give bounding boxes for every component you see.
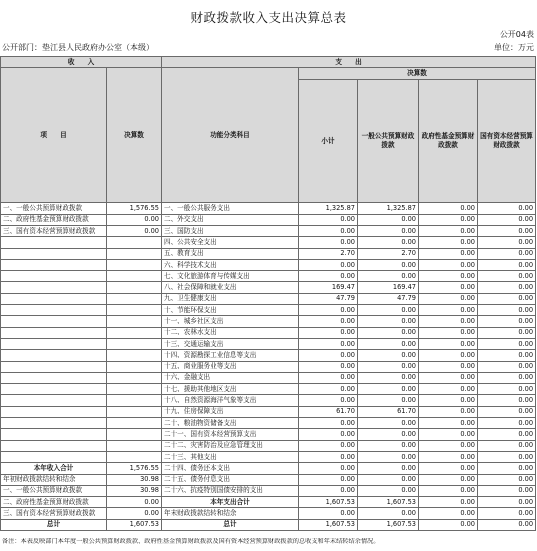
expense-item-cell: 十六、金融支出 [162, 372, 299, 383]
table-row [1, 259, 536, 270]
subtotal-cell: 169.47 [299, 282, 358, 293]
expense-header: 支 出 [162, 57, 536, 68]
income-amount-cell [107, 316, 162, 327]
gov-fund-cell: 0.00 [419, 282, 478, 293]
general-budget-cell: 0.00 [358, 350, 419, 361]
general-budget-cell: 0.00 [358, 316, 419, 327]
gov-fund-cell: 0.00 [419, 418, 478, 429]
subtotal-cell: 0.00 [299, 384, 358, 395]
income-amount-cell [107, 338, 162, 349]
income-amount-cell [107, 259, 162, 270]
income-amount-cell [107, 293, 162, 304]
income-amount-cell: 0.00 [107, 214, 162, 225]
expense-item-cell: 九、卫生健康支出 [162, 293, 299, 304]
subtotal-header: 小计 [299, 79, 358, 203]
subtotal-cell: 1,325.87 [299, 203, 358, 214]
table-row [1, 293, 536, 304]
general-budget-cell: 0.00 [358, 440, 419, 451]
table-row [1, 361, 536, 372]
table-row [1, 372, 536, 383]
income-amount-cell [107, 327, 162, 338]
subtotal-cell: 0.00 [299, 259, 358, 270]
expense-item-cell: 四、公共安全支出 [162, 237, 299, 248]
expense-item-cell: 二、外交支出 [162, 214, 299, 225]
general-budget-cell: 0.00 [358, 271, 419, 282]
income-amount-header: 决算数 [107, 68, 162, 203]
income-item-cell [1, 293, 107, 304]
table-row [1, 214, 536, 225]
expense-item-cell: 十七、援助其他地区支出 [162, 384, 299, 395]
gov-fund-cell: 0.00 [419, 259, 478, 270]
gov-fund-cell: 0.00 [419, 395, 478, 406]
gov-fund-cell: 0.00 [419, 406, 478, 417]
income-item-cell [1, 384, 107, 395]
income-amount-cell: 0.00 [107, 225, 162, 236]
income-amount-cell [107, 418, 162, 429]
subtotal-cell: 0.00 [299, 327, 358, 338]
income-amount-cell: 0.00 [107, 508, 162, 519]
state-capital-cell: 0.00 [478, 316, 536, 327]
expense-item-cell: 二十二、灾害防治及应急管理支出 [162, 440, 299, 451]
table-row [1, 338, 536, 349]
state-capital-cell: 0.00 [478, 282, 536, 293]
income-item-cell: 三、国有资本经营预算财政拨款 [1, 508, 107, 519]
income-amount-cell [107, 440, 162, 451]
gov-fund-cell: 0.00 [419, 384, 478, 395]
gov-fund-cell: 0.00 [419, 429, 478, 440]
income-amount-cell: 1,607.53 [107, 519, 162, 530]
income-item-cell [1, 418, 107, 429]
gov-fund-cell: 0.00 [419, 293, 478, 304]
income-item-cell [1, 259, 107, 270]
table-row [1, 203, 536, 214]
income-item-cell [1, 237, 107, 248]
state-capital-cell: 0.00 [478, 372, 536, 383]
income-amount-cell [107, 395, 162, 406]
state-capital-cell: 0.00 [478, 395, 536, 406]
table-row [1, 497, 536, 508]
general-budget-cell: 0.00 [358, 463, 419, 474]
state-capital-cell: 0.00 [478, 338, 536, 349]
expense-item-cell: 五、教育支出 [162, 248, 299, 259]
table-row [1, 271, 536, 282]
state-capital-cell: 0.00 [478, 271, 536, 282]
state-capital-cell: 0.00 [478, 519, 536, 530]
subtotal-cell: 0.00 [299, 463, 358, 474]
income-amount-cell: 1,576.55 [107, 463, 162, 474]
gov-fund-header: 政府性基金预算财政拨款 [419, 79, 478, 203]
gov-fund-cell: 0.00 [419, 497, 478, 508]
subtotal-cell: 0.00 [299, 395, 358, 406]
income-item-cell: 本年收入合计 [1, 463, 107, 474]
subtotal-cell: 1,607.53 [299, 497, 358, 508]
general-budget-cell: 0.00 [358, 372, 419, 383]
state-capital-cell: 0.00 [478, 327, 536, 338]
state-capital-header: 国有资本经营预算财政拨款 [478, 79, 536, 203]
income-amount-cell [107, 451, 162, 462]
income-item-cell [1, 440, 107, 451]
income-amount-cell [107, 406, 162, 417]
expense-item-cell: 二十一、国有资本经营预算支出 [162, 429, 299, 440]
general-budget-cell: 1,325.87 [358, 203, 419, 214]
income-item-cell [1, 429, 107, 440]
state-capital-cell: 0.00 [478, 237, 536, 248]
expense-item-cell: 十一、城乡社区支出 [162, 316, 299, 327]
income-item-cell: 总计 [1, 519, 107, 530]
income-amount-cell [107, 248, 162, 259]
general-budget-cell: 0.00 [358, 305, 419, 316]
state-capital-cell: 0.00 [478, 259, 536, 270]
expense-item-cell: 本年支出合计 [162, 497, 299, 508]
gov-fund-cell: 0.00 [419, 485, 478, 496]
income-item-cell [1, 282, 107, 293]
gov-fund-cell: 0.00 [419, 474, 478, 485]
general-budget-cell: 0.00 [358, 418, 419, 429]
expense-item-cell: 一、一般公共服务支出 [162, 203, 299, 214]
subtotal-cell: 0.00 [299, 305, 358, 316]
table-row [1, 350, 536, 361]
expense-item-cell: 总计 [162, 519, 299, 530]
general-budget-cell: 0.00 [358, 214, 419, 225]
expense-item-cell: 年末财政拨款结转和结余 [162, 508, 299, 519]
general-budget-cell: 0.00 [358, 237, 419, 248]
income-amount-cell [107, 350, 162, 361]
table-row [1, 327, 536, 338]
gov-fund-cell: 0.00 [419, 508, 478, 519]
gov-fund-cell: 0.00 [419, 463, 478, 474]
income-item-cell: 三、国有资本经营预算财政拨款 [1, 225, 107, 236]
gov-fund-cell: 0.00 [419, 519, 478, 530]
general-budget-header: 一般公共预算财政拨款 [358, 79, 419, 203]
general-budget-cell: 61.70 [358, 406, 419, 417]
state-capital-cell: 0.00 [478, 485, 536, 496]
income-amount-cell [107, 372, 162, 383]
income-amount-cell: 30.98 [107, 474, 162, 485]
unit-label: 单位：万元 [494, 43, 534, 52]
subtotal-cell: 1,607.53 [299, 519, 358, 530]
state-capital-cell: 0.00 [478, 451, 536, 462]
table-row [1, 237, 536, 248]
table-row [1, 463, 536, 474]
state-capital-cell: 0.00 [478, 350, 536, 361]
expense-item-cell: 七、文化旅游体育与传媒支出 [162, 271, 299, 282]
income-item-cell [1, 350, 107, 361]
header-row-1 [1, 57, 536, 68]
subtotal-cell: 0.00 [299, 225, 358, 236]
expense-item-cell: 二十六、抗疫特别国债安排的支出 [162, 485, 299, 496]
income-item-cell [1, 316, 107, 327]
expense-item-cell: 三、国防支出 [162, 225, 299, 236]
table-row [1, 384, 536, 395]
table-row [1, 429, 536, 440]
gov-fund-cell: 0.00 [419, 214, 478, 225]
gov-fund-cell: 0.00 [419, 271, 478, 282]
general-budget-cell: 0.00 [358, 451, 419, 462]
income-item-cell [1, 395, 107, 406]
subtotal-cell: 0.00 [299, 451, 358, 462]
state-capital-cell: 0.00 [478, 203, 536, 214]
subtotal-cell: 0.00 [299, 429, 358, 440]
item-header: 项 目 [1, 68, 107, 203]
state-capital-cell: 0.00 [478, 305, 536, 316]
subtotal-cell: 61.70 [299, 406, 358, 417]
income-item-cell: 年初财政拨款结转和结余 [1, 474, 107, 485]
footnote: 备注：本表反映部门本年度一般公共预算财政拨款、政府性基金预算财政拨款及国有资本经营预算财政拨款的总收支和年末结转结余情况。 [2, 538, 380, 545]
income-amount-cell: 0.00 [107, 497, 162, 508]
income-item-cell [1, 271, 107, 282]
income-item-cell: 一、一般公共预算财政拨款 [1, 485, 107, 496]
subtotal-cell: 0.00 [299, 350, 358, 361]
general-budget-cell: 1,607.53 [358, 519, 419, 530]
table-row [1, 316, 536, 327]
general-budget-cell: 0.00 [358, 361, 419, 372]
expense-item-cell: 十五、商业服务业等支出 [162, 361, 299, 372]
state-capital-cell: 0.00 [478, 474, 536, 485]
header-row-2 [1, 68, 536, 79]
state-capital-cell: 0.00 [478, 225, 536, 236]
state-capital-cell: 0.00 [478, 497, 536, 508]
general-budget-cell: 0.00 [358, 338, 419, 349]
general-budget-cell: 1,607.53 [358, 497, 419, 508]
gov-fund-cell: 0.00 [419, 338, 478, 349]
income-item-cell [1, 372, 107, 383]
expense-item-cell: 二十三、其他支出 [162, 451, 299, 462]
expense-item-cell: 六、科学技术支出 [162, 259, 299, 270]
general-budget-cell: 169.47 [358, 282, 419, 293]
state-capital-cell: 0.00 [478, 418, 536, 429]
gov-fund-cell: 0.00 [419, 451, 478, 462]
table-row [1, 406, 536, 417]
general-budget-cell: 0.00 [358, 429, 419, 440]
table-row [1, 485, 536, 496]
expense-item-cell: 十三、交通运输支出 [162, 338, 299, 349]
gov-fund-cell: 0.00 [419, 203, 478, 214]
table-row [1, 451, 536, 462]
function-item-header: 功能分类科目 [162, 68, 299, 203]
income-item-cell [1, 305, 107, 316]
income-item-cell [1, 338, 107, 349]
report-title: 财政拨款收入支出决算总表 [190, 10, 347, 25]
state-capital-cell: 0.00 [478, 248, 536, 259]
income-amount-cell [107, 237, 162, 248]
expense-item-cell: 十九、住房保障支出 [162, 406, 299, 417]
income-item-cell [1, 406, 107, 417]
income-header: 收 入 [1, 57, 162, 68]
general-budget-cell: 0.00 [358, 225, 419, 236]
income-item-cell: 二、政府性基金预算财政拨款 [1, 214, 107, 225]
income-amount-cell [107, 282, 162, 293]
expense-item-cell: 八、社会保障和就业支出 [162, 282, 299, 293]
income-item-cell: 二、政府性基金预算财政拨款 [1, 497, 107, 508]
income-item-cell [1, 327, 107, 338]
gov-fund-cell: 0.00 [419, 440, 478, 451]
table-row [1, 519, 536, 530]
subtotal-cell: 0.00 [299, 361, 358, 372]
gov-fund-cell: 0.00 [419, 237, 478, 248]
budget-group-header: 决算数 [299, 68, 536, 79]
general-budget-cell: 0.00 [358, 259, 419, 270]
income-item-cell [1, 361, 107, 372]
subtotal-cell: 0.00 [299, 372, 358, 383]
subtotal-cell: 47.79 [299, 293, 358, 304]
table-row [1, 305, 536, 316]
subtotal-cell: 2.70 [299, 248, 358, 259]
state-capital-cell: 0.00 [478, 429, 536, 440]
expense-item-cell: 二十五、债务付息支出 [162, 474, 299, 485]
gov-fund-cell: 0.00 [419, 372, 478, 383]
table-row [1, 508, 536, 519]
table-row [1, 225, 536, 236]
income-amount-cell [107, 384, 162, 395]
income-amount-cell [107, 429, 162, 440]
gov-fund-cell: 0.00 [419, 327, 478, 338]
subtotal-cell: 0.00 [299, 316, 358, 327]
income-amount-cell: 30.98 [107, 485, 162, 496]
general-budget-cell: 0.00 [358, 485, 419, 496]
income-amount-cell [107, 305, 162, 316]
state-capital-cell: 0.00 [478, 214, 536, 225]
expense-item-cell: 十二、农林水支出 [162, 327, 299, 338]
state-capital-cell: 0.00 [478, 293, 536, 304]
expense-item-cell: 二十、粮油物资储备支出 [162, 418, 299, 429]
gov-fund-cell: 0.00 [419, 361, 478, 372]
general-budget-cell: 2.70 [358, 248, 419, 259]
income-amount-cell [107, 361, 162, 372]
subtotal-cell: 0.00 [299, 237, 358, 248]
table-row [1, 440, 536, 451]
table-row [1, 418, 536, 429]
gov-fund-cell: 0.00 [419, 225, 478, 236]
subtotal-cell: 0.00 [299, 440, 358, 451]
general-budget-cell: 0.00 [358, 384, 419, 395]
state-capital-cell: 0.00 [478, 361, 536, 372]
table-row [1, 474, 536, 485]
expense-item-cell: 十四、资源勘探工业信息等支出 [162, 350, 299, 361]
general-budget-cell: 47.79 [358, 293, 419, 304]
general-budget-cell: 0.00 [358, 474, 419, 485]
income-item-cell: 一、一般公共预算财政拨款 [1, 203, 107, 214]
general-budget-cell: 0.00 [358, 508, 419, 519]
state-capital-cell: 0.00 [478, 463, 536, 474]
state-capital-cell: 0.00 [478, 406, 536, 417]
gov-fund-cell: 0.00 [419, 248, 478, 259]
table-row [1, 282, 536, 293]
table-row [1, 248, 536, 259]
expense-item-cell: 二十四、债务还本支出 [162, 463, 299, 474]
subtotal-cell: 0.00 [299, 485, 358, 496]
subtotal-cell: 0.00 [299, 508, 358, 519]
form-number: 公开04表 [499, 30, 534, 39]
income-amount-cell: 1,576.55 [107, 203, 162, 214]
income-amount-cell [107, 271, 162, 282]
income-item-cell [1, 451, 107, 462]
subtotal-cell: 0.00 [299, 271, 358, 282]
expense-item-cell: 十八、自然资源海洋气象等支出 [162, 395, 299, 406]
gov-fund-cell: 0.00 [419, 316, 478, 327]
gov-fund-cell: 0.00 [419, 350, 478, 361]
subtotal-cell: 0.00 [299, 338, 358, 349]
state-capital-cell: 0.00 [478, 440, 536, 451]
gov-fund-cell: 0.00 [419, 305, 478, 316]
table-row [1, 395, 536, 406]
state-capital-cell: 0.00 [478, 384, 536, 395]
subtotal-cell: 0.00 [299, 474, 358, 485]
subtotal-cell: 0.00 [299, 418, 358, 429]
expense-item-cell: 十、节能环保支出 [162, 305, 299, 316]
general-budget-cell: 0.00 [358, 395, 419, 406]
state-capital-cell: 0.00 [478, 508, 536, 519]
department-label: 公开部门：垫江县人民政府办公室（本级） [2, 43, 154, 52]
budget-table [0, 56, 536, 531]
income-item-cell [1, 248, 107, 259]
general-budget-cell: 0.00 [358, 327, 419, 338]
subtotal-cell: 0.00 [299, 214, 358, 225]
